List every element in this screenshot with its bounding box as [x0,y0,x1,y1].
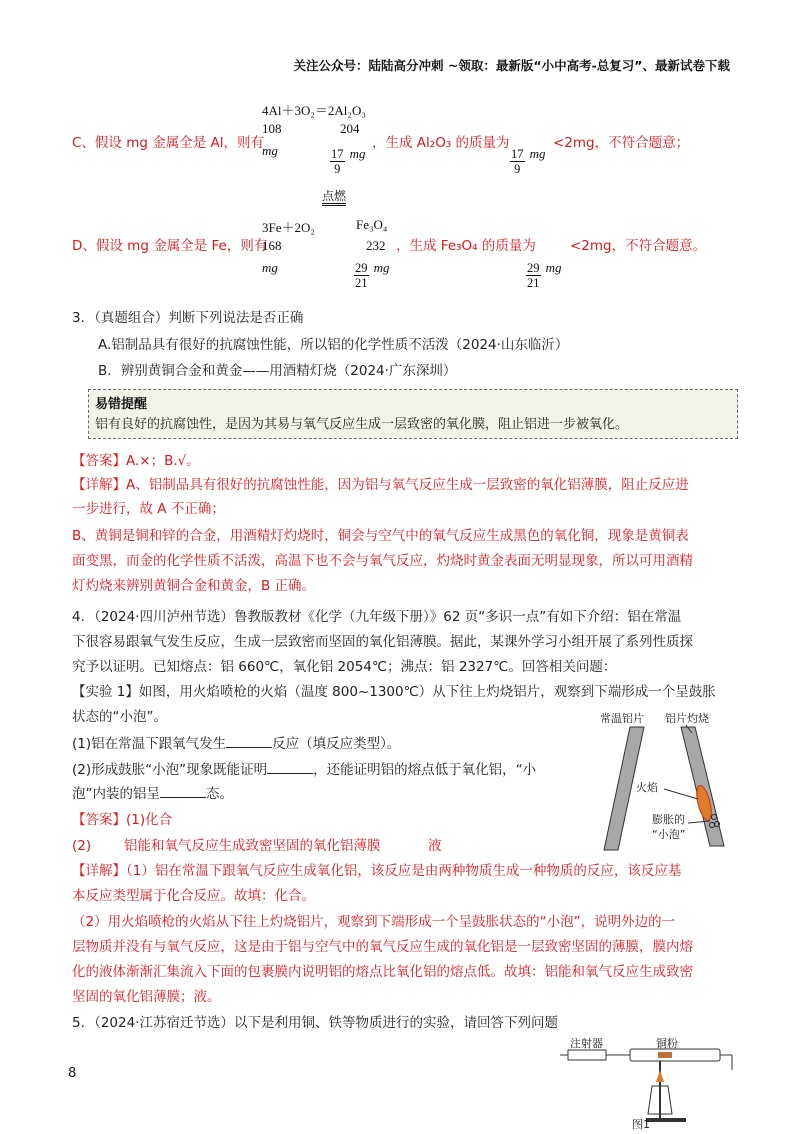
item-d-prefix: D、假设 mg 金属全是 Fe，则有 [72,238,268,254]
q4-exp1-a: 【实验 1】如图，用火焰喷枪的火焰（温度 800~1300℃）从下往上灼烧铝片，观察到下端形成一个呈鼓胀 [72,684,716,700]
item-c-m1-unit: mg [262,143,278,158]
frac-unit: mg [349,146,366,161]
equation-al: 4Al＋3O₂＝2Al₂O₃ [262,103,366,118]
answer-blank-3[interactable] [160,783,206,798]
frac-unit: mg [373,260,390,275]
q4-sub-2 [72,759,536,780]
condition-ignite: 点燃 [322,190,346,206]
frac-num: 17 [331,147,344,161]
frac-den: 21 [355,276,368,290]
syringe-barrel [568,1050,606,1060]
item-d-m1-unit: mg [262,260,278,275]
label-heated-strip: 铝片灼烧 [665,712,709,725]
q4-answer-2-a: 铝能和氧气反应生成致密坚固的氧化铝薄膜 [124,838,381,854]
q4-detail-1: 【详解】（1）铝在常温下跟氧气反应生成氧化铝，该反应是由两种物质生成一种物质的反应，该反应基 [72,863,682,879]
q4-detail-5: 化的液体渐渐汇集流入下面的包裹膜内说明铝的熔点比氧化铝的熔点低。故填：铝能和氧气反应生成致密 [72,964,693,980]
q4-detail-4: 层物质并没有与氧气反应，这是由于铝与空气中的氧气反应生成的氧化铝是一层致密坚固的薄膜，膜内熔 [72,939,693,955]
q3-option-a: A.铝制品具有很好的抗腐蚀性能，所以铝的化学性质不活泼（2024·山东临沂） [98,337,569,353]
q5-stem: 5．（2024·江苏宿迁节选）以下是利用铜、铁等物质进行的实验，请回答下列问题 [72,1015,558,1031]
item-d-suffix: <2mg，不符合题意。 [570,238,707,254]
q4-s1-b: 反应（填反应类型）。 [272,736,401,752]
q4-detail-2: 本反应类型属于化合反应。故填：化合。 [72,888,315,904]
label-bubble-2: “小泡” [652,828,686,841]
item-d-m2: 232 [366,238,386,253]
q4-s1-a: (1)铝在常温下跟氧气发生 [72,736,227,752]
label-normal-strip: 常温铝片 [600,712,644,725]
q4-answer-2-no: (2) [72,838,92,854]
answer-blank-2[interactable] [267,759,313,774]
q4-s2-b: ，还能证明铝的熔点低于氧化铝，“小 [313,762,537,778]
item-c-prefix: C、假设 mg 金属全是 Al，则有 [72,135,265,151]
q4-exp1-b: 状态的“小泡”。 [72,709,167,725]
page-header: 关注公众号：陆陆高分冲刺 ~领取：最新版“小中高考-总复习”、最新试卷下载 [293,58,730,73]
burner-flame [656,1070,664,1082]
q4-s2-d: 态。 [206,786,233,802]
label-leader [664,789,698,799]
q3-detail-1: 【详解】A、铝制品具有很好的抗腐蚀性能，因为铝与氧气反应生成一层致密的氧化铝薄膜，阻止反应进 [72,477,689,493]
q3-option-b: B．辨别黄铜合金和黄金——用酒精灯烧（2024·广东深圳） [98,363,457,379]
frac-num: 29 [527,261,540,275]
q4-s2-c: 泡”内装的铝呈 [72,786,160,802]
answer-blank-1[interactable] [226,733,272,748]
frac-unit: mg [529,146,546,161]
item-d-frac2 [526,257,561,290]
error-tip-title: 易错提醒 [95,397,148,412]
item-c-m2: 204 [340,121,360,136]
q3-answer: 【答案】A.×；B.√。 [72,453,200,469]
frac-num: 17 [511,147,524,161]
q3-detail-5: 灯灼烧来辨别黄铜合金和黄金，B 正确。 [72,578,316,594]
apparatus-figure [560,1030,740,1130]
q4-line-2: 下很容易跟氧气发生反应，生成一层致密而坚固的氧化铝薄膜。据此，某课外学习小组开展了系列性质探 [72,634,693,650]
page-number: 8 [68,1066,77,1081]
frac-den: 9 [514,162,521,176]
q4-answer-2-b: 液 [428,838,442,854]
q4-answer-1: 【答案】(1)化合 [72,812,173,828]
item-c-frac1 [330,143,365,176]
frac-num: 29 [355,261,368,275]
iron-stand-base [646,1118,686,1122]
item-d-m1: 168 [262,238,282,253]
q4-line-1: 4．（2024·四川泸州节选）鲁教版教材《化学（九年级下册）》62 页“多识一点”有如下介绍：铝在常温 [72,609,682,625]
figure-caption: 图1 [632,1118,650,1131]
equation-fe-rhs: Fe₃O₄ [356,217,388,232]
q4-line-3: 究予以证明。已知熔点：铝 660℃，氧化铝 2054℃；沸点：铝 2327℃。回答相关问题： [72,659,617,675]
item-c-m1: 108 [262,121,282,136]
label-bubble-1: 膨胀的 [652,813,685,826]
label-syringe: 注射器 [570,1037,603,1050]
label-copper: 铜粉 [656,1037,678,1050]
item-c-suffix: <2mg，不符合题意； [553,135,690,151]
label-flame: 火焰 [636,781,658,794]
copper-powder [658,1052,672,1058]
q4-detail-6: 坚固的氧化铝薄膜；液。 [72,989,221,1005]
error-tip-box [88,389,738,439]
error-tip-body: 铝有良好的抗腐蚀性，是因为其易与氧气反应生成一层致密的氧化膜，阻止铝进一步被氧化。 [95,417,629,432]
item-d-mid: ，生成 Fe₃O₄ 的质量为 [396,238,536,254]
q4-sub-1 [72,733,400,754]
item-c-frac2 [510,143,545,176]
aluminum-figure [560,705,730,855]
q4-sub-2-cont [72,783,233,804]
q3-detail-4: 面变黑，而金的化学性质不活泼，高温下也不会与氧气反应，灼烧时黄金表面无明显现象，所以可用酒精 [72,553,693,569]
q3-stem: 3．（真题组合）判断下列说法是否正确 [72,310,304,326]
q3-detail-2: 一步进行，故 A 不正确； [72,501,225,517]
q3-detail-3: B、黄铜是铜和锌的合金，用酒精灯灼烧时，铜会与空气中的氧气反应生成黑色的氧化铜，现象是黄铜表 [72,528,689,544]
item-d-frac1 [354,257,389,290]
equation-fe-lhs: 3Fe＋2O₂ [262,220,315,235]
frac-den: 21 [527,276,540,290]
q4-s2-a: (2)形成鼓胀“小泡”现象既能证明 [72,762,268,778]
q4-detail-3: （2）用火焰喷枪的火焰从下往上灼烧铝片，观察到下端形成一个呈鼓胀状态的“小泡”，说明外边的一 [72,914,676,930]
item-c-mid: ，生成 Al₂O₃ 的质量为 [372,135,510,151]
frac-unit: mg [545,260,562,275]
frac-den: 9 [334,162,341,176]
